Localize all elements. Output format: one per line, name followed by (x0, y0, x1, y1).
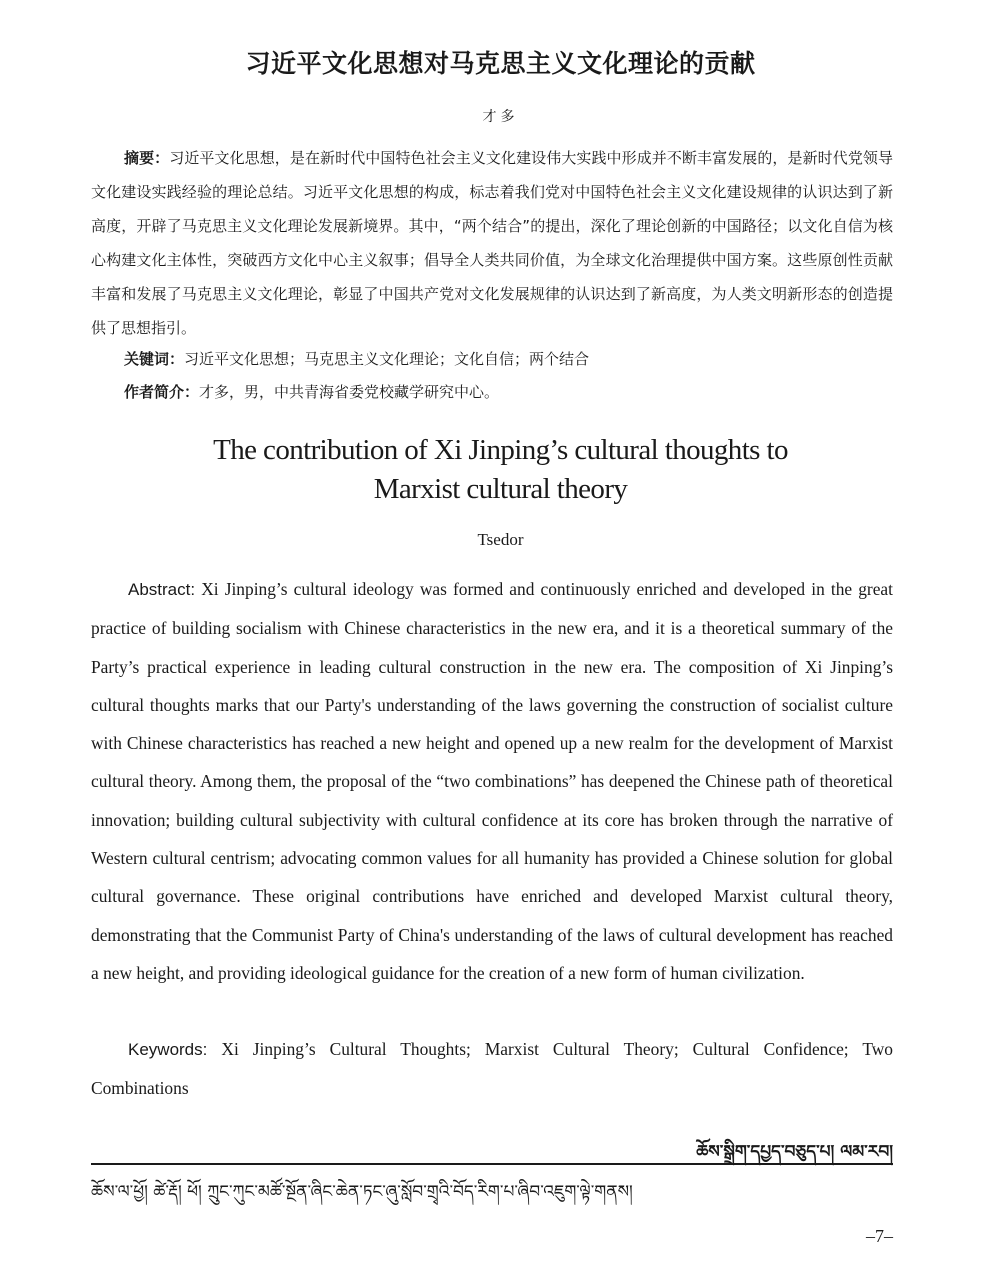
english-abstract-text: Xi Jinping’s cultural ideology was formed and continuously enriched and developed in the great practice of building socialism with Chinese characteristics in the new era, and it is a theoretical summary of the Party’s practical experience in leading cultural construction in the new era. The composition of Xi Jinping’s cultural thoughts marks that our Party's understanding of the laws governing the construction of socialist culture with Chinese characteristics has reached a new height and opened up a new realm for the development of Marxist cultural theory. Among them, the proposal of the “two combinations” has deepened the Chinese path of theoretical innovation; building cultural subjectivity with cultural confidence at its core has broken through the narrative of Western cultural centrism; advocating common values for all humanity has provided a Chinese solution for global cultural governance. These original contributions have enriched and developed Marxist cultural theory, demonstrating that the Communist Party of China's understanding of the laws of cultural development has reached a new height, and providing ideological guidance for the creation of a new form of human civilization. (91, 579, 893, 983)
tibetan-author-line: ཆོས་ལ་ཕྱོ། ཚེ་རྡོ། ཕོ། ཀྲུང་ཀུང་མཚོ་སྔོན་ཞིང་ཆེན་ཏང་ཞུ་སློབ་གྲྭའི་བོད་རིག་པ་ཞིབ་འཇུག་ལྟེ་གནས། (91, 1182, 633, 1202)
english-abstract (91, 570, 893, 992)
english-keywords (91, 1030, 893, 1108)
chinese-author-bio (91, 375, 893, 409)
chinese-keywords-text: 习近平文化思想；马克思主义文化理论；文化自信；两个结合 (184, 350, 590, 368)
english-keywords-text: Xi Jinping’s Cultural Thoughts; Marxist Cultural Theory; Cultural Confidence; Two Combinations (91, 1039, 893, 1099)
chinese-abstract-label: 摘要： (124, 149, 170, 167)
chinese-author: 才多 (482, 109, 519, 125)
english-keywords-label: Keywords: (128, 1040, 208, 1059)
divider-rule (91, 1163, 893, 1165)
english-title-line-2: Marxist cultural theory (373, 473, 628, 505)
chinese-keywords (91, 342, 893, 376)
tibetan-section-header: ཆོས་སྒྲིག་དཔྱད་བཅུད་པ། ལམ་རབ། (696, 1142, 893, 1162)
chinese-abstract-text: 习近平文化思想，是在新时代中国特色社会主义文化建设伟大实践中形成并不断丰富发展的，是新时代党领导文化建设实践经验的理论总结。习近平文化思想的构成，标志着我们党对中国特色社会主义文化建设规律的认识达到了新高度，开辟了马克思主义文化理论发展新境界。其中，“两个结合”的提出，深化了理论创新的中国路径；以文化自信为核心构建文化主体性，突破西方文化中心主义叙事；倡导全人类共同价值，为全球文化治理提供中国方案。这些原创性贡献丰富和发展了马克思主义文化理论，彰显了中国共产党对文化发展规律的认识达到了新高度，为人类文明新形态的创造提供了思想指引。 (91, 149, 893, 337)
english-title-line-1: The contribution of Xi Jinping’s cultural thoughts to (213, 434, 788, 466)
chinese-bio-label: 作者简介： (124, 383, 200, 401)
english-abstract-label: Abstract: (128, 580, 196, 599)
chinese-bio-text: 才多，男，中共青海省委党校藏学研究中心。 (199, 383, 500, 401)
chinese-keywords-label: 关键词： (124, 350, 185, 368)
english-author: Tsedor (477, 530, 524, 549)
page-number: –7– (866, 1226, 893, 1246)
english-title (0, 431, 1001, 509)
chinese-title: 习近平文化思想对马克思主义文化理论的贡献 (245, 49, 756, 78)
chinese-abstract (91, 141, 893, 345)
